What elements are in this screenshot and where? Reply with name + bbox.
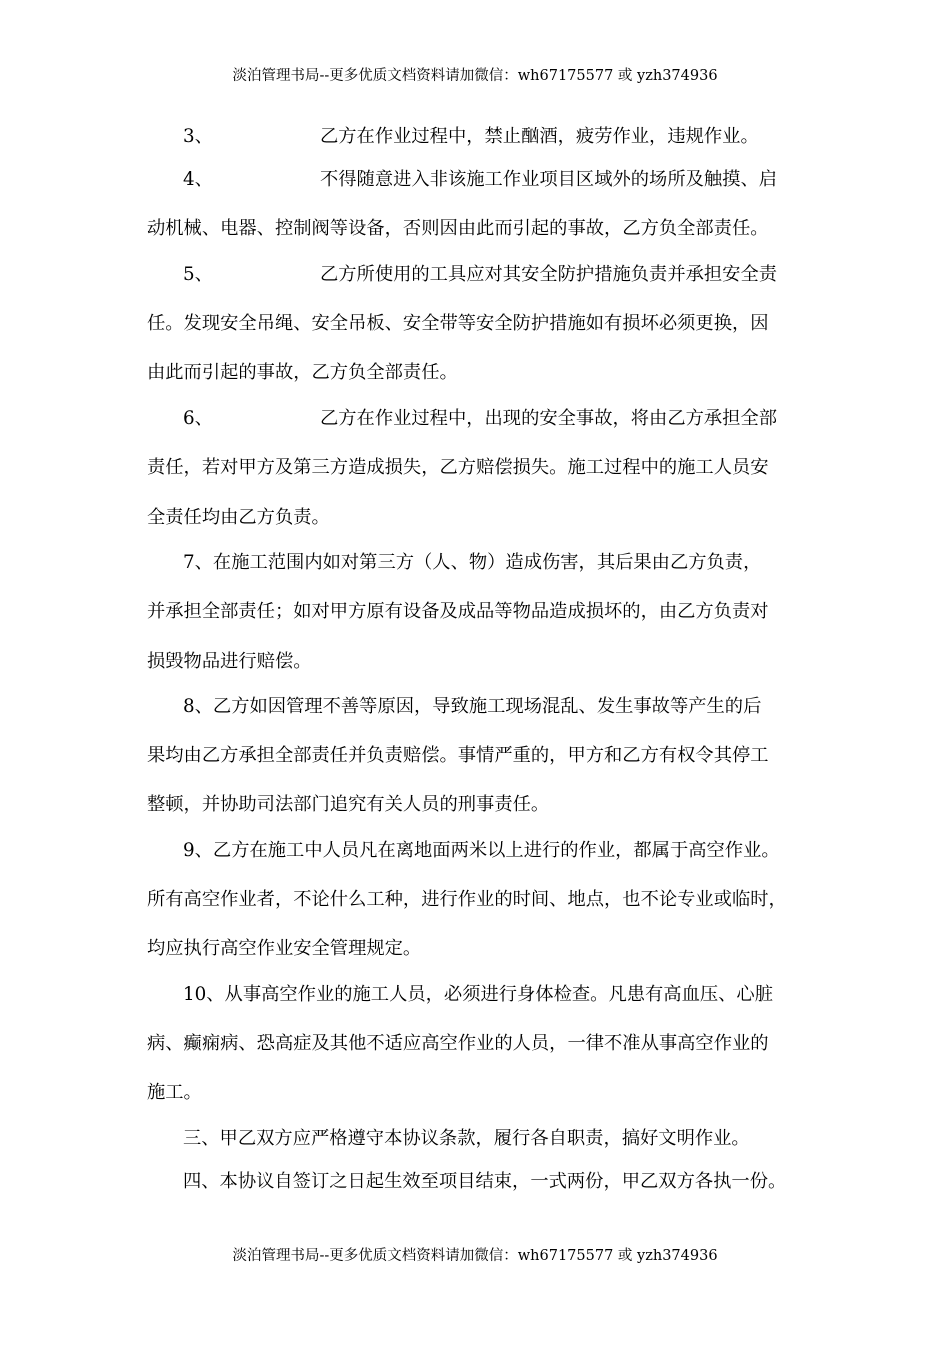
paragraph-10-line-3: 施工。 [147, 1082, 202, 1103]
paragraph-8-line-3: 整顿，并协助司法部门追究有关人员的刑事责任。 [147, 794, 550, 815]
paragraph-8-line-1: 8、乙方如因管理不善等原因，导致施工现场混乱、发生事故等产生的后 [183, 696, 762, 717]
paragraph-9-line-2: 所有高空作业者，不论什么工种，进行作业的时间、地点，也不论专业或临时， [147, 889, 787, 910]
section-four-line: 四、本协议自签订之日起生效至项目结束，一式两份，甲乙双方各执一份。 [183, 1171, 787, 1192]
paragraph-7-line-1: 7、在施工范围内如对第三方（人、物）造成伤害，其后果由乙方负责， [183, 552, 762, 573]
item-4-line-2: 动机械、电器、控制阀等设备，否则因由此而引起的事故，乙方负全部责任。 [147, 218, 769, 239]
item-5-line-2: 任。发现安全吊绳、安全吊板、安全带等安全防护措施如有损坏必须更换，因 [147, 313, 769, 334]
item-5-number: 5、 [183, 264, 213, 285]
paragraph-10-line-1: 10、从事高空作业的施工人员，必须进行身体检查。凡患有高血压、心脏 [183, 984, 773, 1005]
item-4-line-1: 不得随意进入非该施工作业项目区域外的场所及触摸、启 [320, 169, 778, 190]
paragraph-7-line-3: 损毁物品进行赔偿。 [147, 651, 312, 672]
item-4-number: 4、 [183, 169, 213, 190]
item-6-number: 6、 [183, 408, 213, 429]
item-6-line-1: 乙方在作业过程中，出现的安全事故，将由乙方承担全部 [320, 408, 778, 429]
header-watermark-note: 淡泊管理书局--更多优质文档资料请加微信：wh67175577 或 yzh374936 [232, 68, 718, 84]
paragraph-9-line-3: 均应执行高空作业安全管理规定。 [147, 938, 422, 959]
section-three-line: 三、甲乙双方应严格遵守本协议条款，履行各自职责，搞好文明作业。 [183, 1128, 750, 1149]
item-6-line-2: 责任，若对甲方及第三方造成损失，乙方赔偿损失。施工过程中的施工人员安 [147, 457, 769, 478]
paragraph-9-line-1: 9、乙方在施工中人员凡在离地面两米以上进行的作业，都属于高空作业。 [183, 840, 780, 861]
item-5-line-1: 乙方所使用的工具应对其安全防护措施负责并承担安全责 [320, 264, 778, 285]
paragraph-8-line-2: 果均由乙方承担全部责任并负责赔偿。事情严重的，甲方和乙方有权令其停工 [147, 745, 769, 766]
footer-watermark-note: 淡泊管理书局--更多优质文档资料请加微信：wh67175577 或 yzh374936 [232, 1248, 718, 1264]
item-5-line-3: 由此而引起的事故，乙方负全部责任。 [147, 362, 458, 383]
paragraph-7-line-2: 并承担全部责任；如对甲方原有设备及成品等物品造成损坏的，由乙方负责对 [147, 601, 769, 622]
item-3-line-1: 乙方在作业过程中，禁止酗酒，疲劳作业，违规作业。 [320, 126, 759, 147]
item-6-line-3: 全责任均由乙方负责。 [147, 507, 330, 528]
item-3-number: 3、 [183, 126, 213, 147]
paragraph-10-line-2: 病、癫痫病、恐高症及其他不适应高空作业的人员，一律不准从事高空作业的 [147, 1033, 769, 1054]
